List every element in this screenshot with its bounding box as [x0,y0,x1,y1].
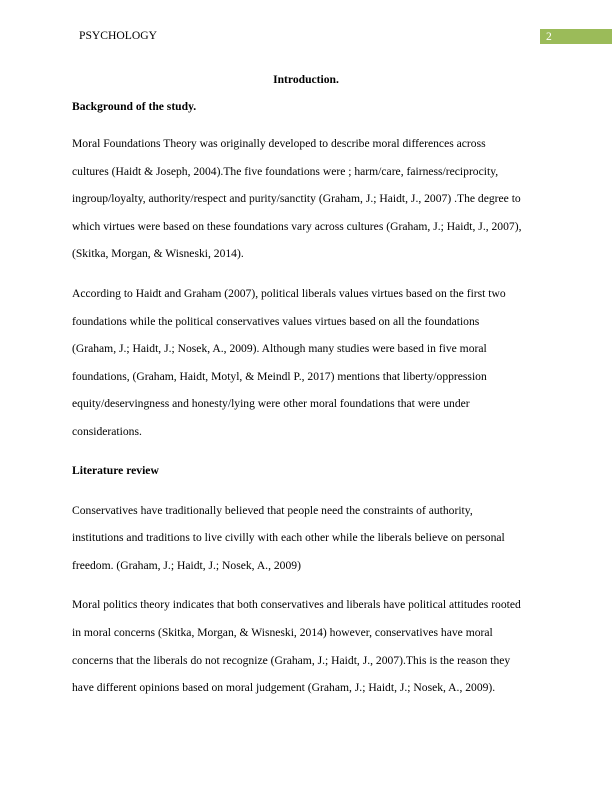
page-title: Introduction. [273,73,339,86]
text-line: institutions and traditions to live civilly with each other while the liberals believe on personal [72,531,505,544]
text-line: Moral politics theory indicates that both conservatives and liberals have political attitudes rooted [72,598,521,611]
section-heading: Literature review [72,464,159,477]
text-line: (Graham, J.; Haidt, J.; Nosek, A., 2009). Although many studies were based in five moral [72,342,487,355]
text-line: cultures (Haidt & Joseph, 2004).The five foundations were ; harm/care, fairness/reciprocity, [72,165,499,178]
section-heading: Background of the study. [72,100,197,113]
text-line: According to Haidt and Graham (2007), political liberals values virtues based on the first two [72,287,506,300]
text-line: Moral Foundations Theory was originally developed to describe moral differences across [72,137,486,150]
text-line: foundations while the political conservatives values virtues based on all the foundations [72,315,480,328]
running-head: PSYCHOLOGY [79,29,157,42]
text-line: (Skitka, Morgan, & Wisneski, 2014). [72,247,244,260]
text-line: Conservatives have traditionally believed that people need the constraints of authority, [72,504,473,517]
text-line: considerations. [72,425,142,438]
page-number: 2 [540,29,612,44]
text-line: in moral concerns (Skitka, Morgan, & Wisneski, 2014) however, conservatives have moral [72,626,493,639]
text-line: which virtues were based on these foundations vary across cultures (Graham, J.; Haidt, J., 2007), [72,220,522,233]
text-line: foundations, (Graham, Haidt, Motyl, & Meindl P., 2017) mentions that liberty/oppression [72,370,487,383]
text-line: concerns that the liberals do not recognize (Graham, J.; Haidt, J., 2007).This is the reason they [72,654,511,667]
text-line: ingroup/loyalty, authority/respect and purity/sanctity (Graham, J.; Haidt, J., 2007) .The degree to [72,192,521,205]
text-line: equity/deservingness and honesty/lying were other moral foundations that were under [72,397,470,410]
text-line: have different opinions based on moral judgement (Graham, J.; Haidt, J.; Nosek, A., 2009). [72,681,496,694]
text-line: freedom. (Graham, J.; Haidt, J.; Nosek, A., 2009) [72,559,301,572]
